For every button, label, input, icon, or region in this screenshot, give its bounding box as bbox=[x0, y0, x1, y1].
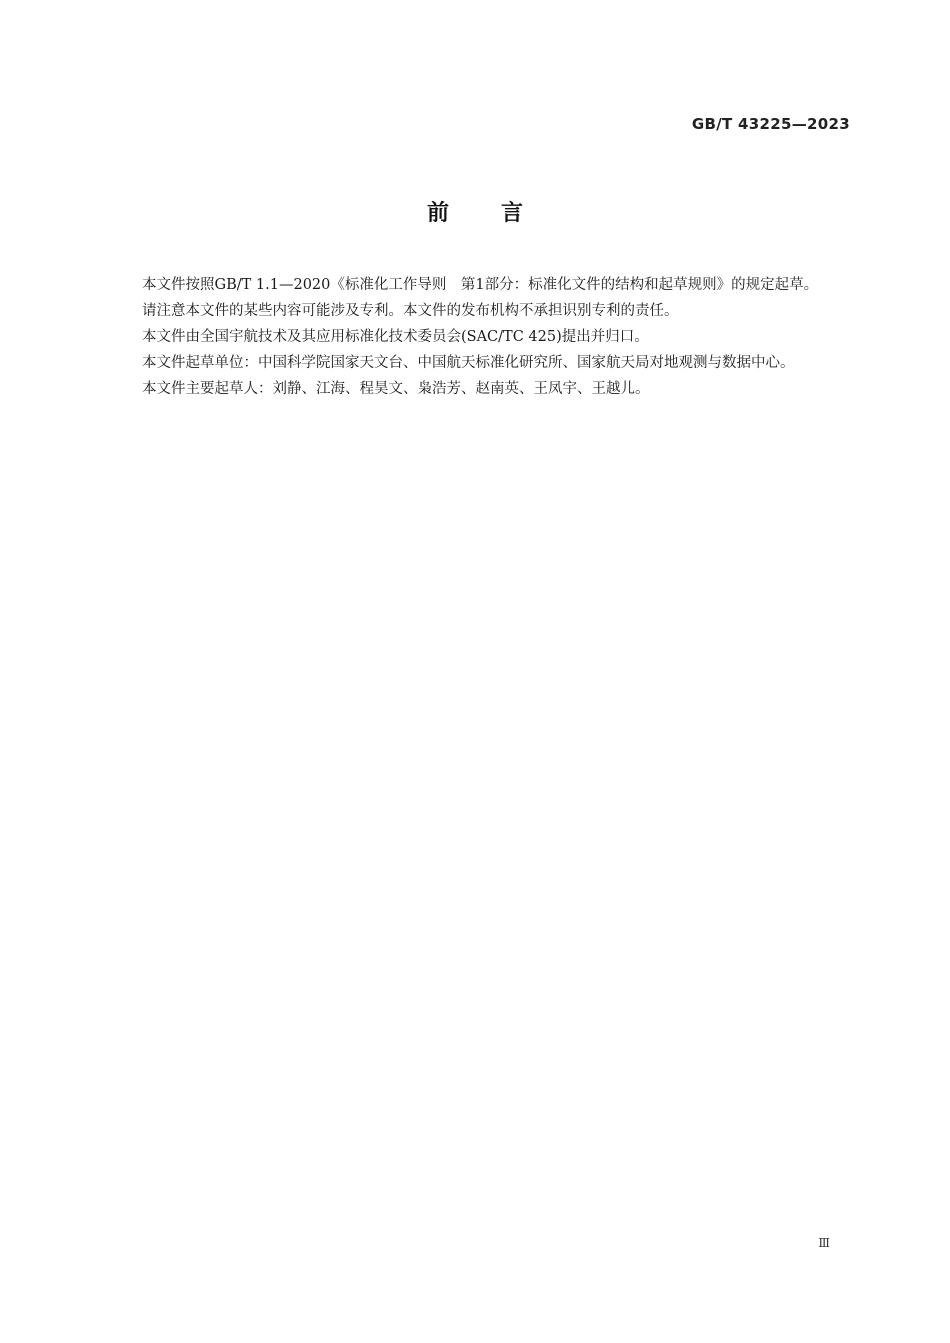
page-number: Ⅲ bbox=[818, 1236, 830, 1250]
paragraph-drafters: 本文件主要起草人：刘静、江海、程昊文、枭浩芳、赵南英、王凤宇、王越儿。 bbox=[142, 381, 650, 397]
standard-number: GB/T 43225—2023 bbox=[691, 115, 850, 133]
paragraph-drafting-units: 本文件起草单位：中国科学院国家天文台、中国航天标准化研究所、国家航天局对地观测与数据中心。 bbox=[142, 355, 795, 371]
page-title: 前言 bbox=[426, 201, 575, 226]
paragraph-proposer: 本文件由全国宇航技术及其应用标准化技术委员会(SAC/TC 425)提出并归口。 bbox=[142, 329, 649, 345]
foreword-body bbox=[113, 272, 850, 402]
paragraph-patent-notice: 请注意本文件的某些内容可能涉及专利。本文件的发布机构不承担识别专利的责任。 bbox=[142, 303, 679, 319]
paragraph-drafting-rules: 本文件按照GB/T 1.1—2020《标准化工作导则 第1部分：标准化文件的结构和起草规则》的规定起草。 bbox=[142, 277, 819, 293]
